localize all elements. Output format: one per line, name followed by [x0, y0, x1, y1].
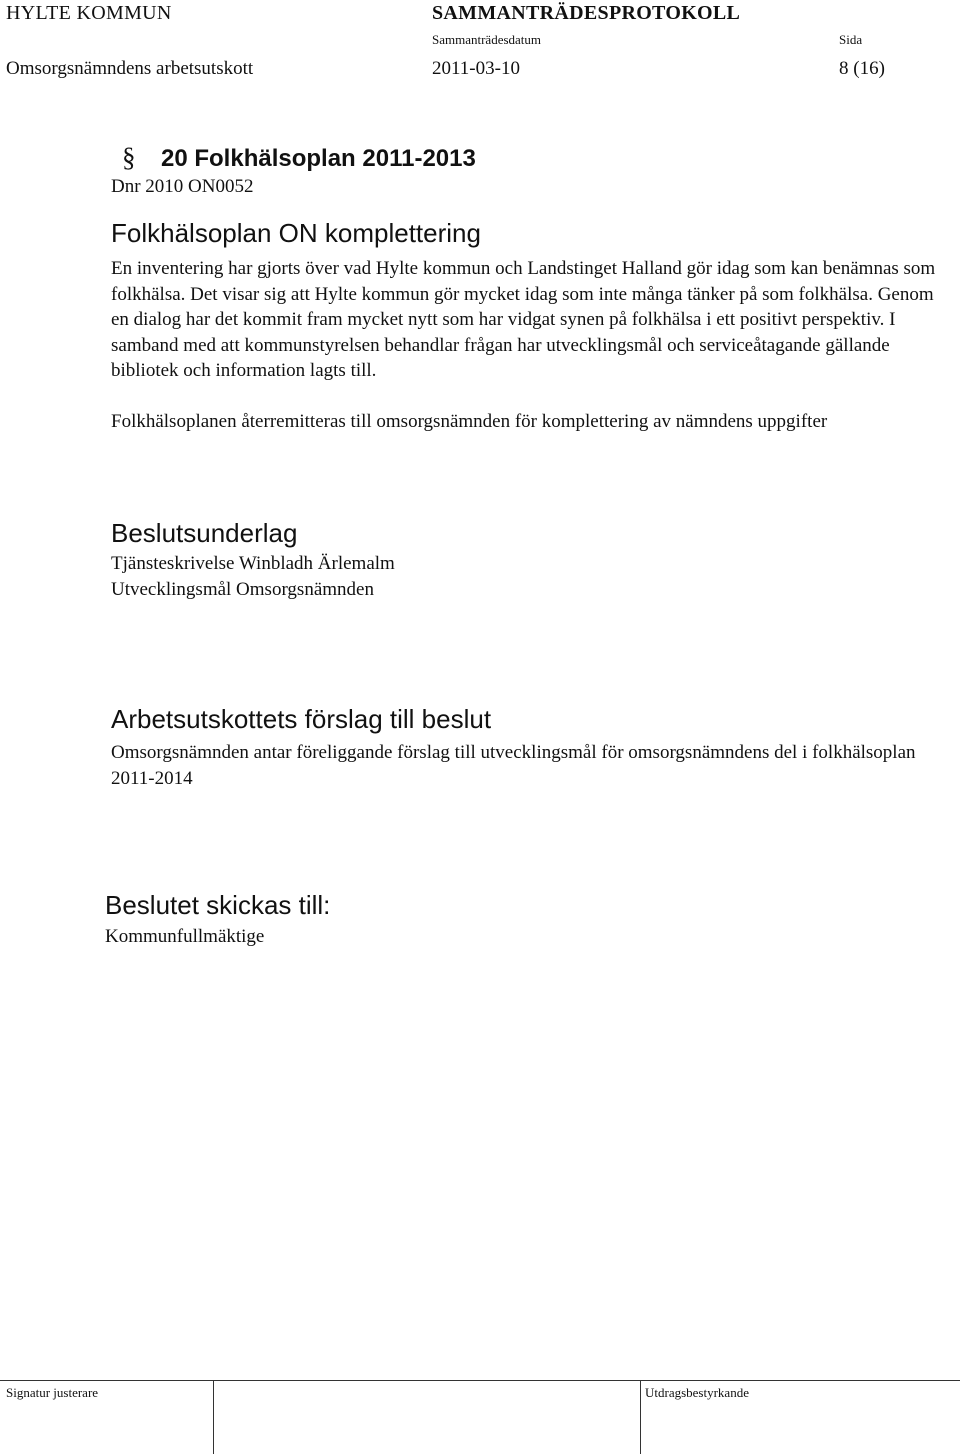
main-paragraph-2: Folkhälsoplanen återremitteras till omsorgsnämnden för komplettering av nämndens uppgifter — [111, 411, 828, 432]
main-heading: Folkhälsoplan ON komplettering — [111, 218, 481, 248]
page-label: Sida — [839, 32, 863, 47]
basis-item: Utvecklingsmål Omsorgsnämnden — [111, 579, 374, 600]
basis-item: Tjänsteskrivelse Winbladh Ärlemalm — [111, 553, 395, 574]
proposal-heading: Arbetsutskottets förslag till beslut — [111, 704, 492, 734]
extract-label: Utdragsbestyrkande — [645, 1385, 749, 1400]
footer-rule — [0, 1380, 960, 1381]
document-type: SAMMANTRÄDESPROTOKOLL — [432, 2, 741, 24]
recipient-item: Kommunfullmäktige — [105, 926, 265, 947]
date-label: Sammanträdesdatum — [432, 32, 542, 47]
meeting-date: 2011-03-10 — [432, 58, 520, 79]
signature-label: Signatur justerare — [6, 1385, 99, 1400]
paragraph-sign: § — [122, 142, 136, 172]
case-number: Dnr 2010 ON0052 — [111, 176, 254, 197]
footer-divider — [640, 1380, 641, 1454]
main-paragraph-1: En inventering har gjorts över vad Hylte kommun och Landstinget Halland gör idag som kan benämnas som folkhälsa. Det visar sig att Hylte kommun gör mycket idag som inte många tänker på som folkhälsa. Genom en dialog har det kommit fram mycket nytt som har vidgat synen på folkhälsa i ett positivt perspektiv. I samband med att kommunstyrelsen behandlar frågan har utvecklingsmål och serviceåtagande gällande bibliotek och information lagts till. — [111, 258, 936, 381]
organization-name: HYLTE KOMMUN — [6, 2, 172, 24]
section-title: 20 Folkhälsoplan 2011-2013 — [161, 145, 476, 172]
recipients-heading: Beslutet skickas till: — [105, 890, 331, 920]
committee-name: Omsorgsnämndens arbetsutskott — [6, 58, 254, 79]
proposal-text: Omsorgsnämnden antar föreliggande förslag till utvecklingsmål för omsorgsnämndens del i folkhälsoplan 2011-2014 — [111, 742, 916, 789]
page-number: 8 (16) — [839, 58, 885, 79]
basis-heading: Beslutsunderlag — [111, 518, 298, 548]
footer-divider — [213, 1380, 214, 1454]
